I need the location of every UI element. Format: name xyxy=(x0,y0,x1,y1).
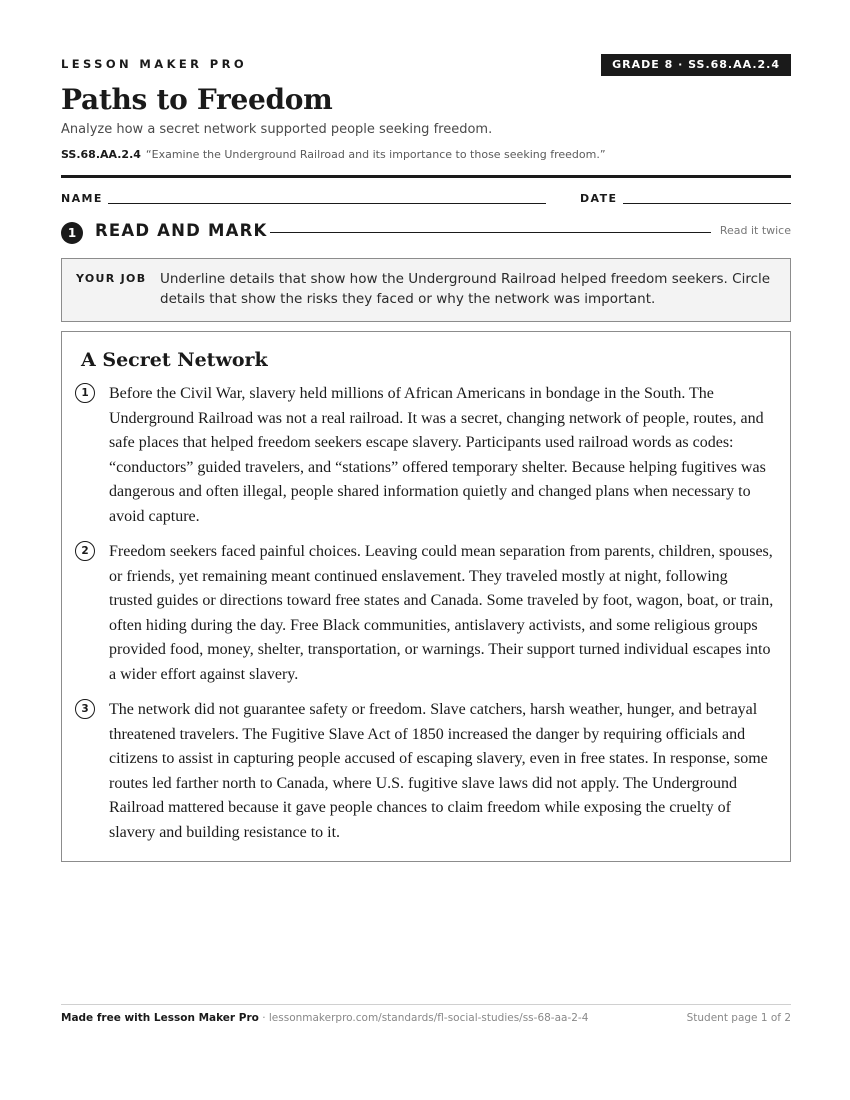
header-divider xyxy=(61,175,791,178)
instructions-box xyxy=(61,258,791,322)
brand-name: LESSON MAKER PRO xyxy=(61,57,248,71)
page-title: Paths to Freedom xyxy=(61,83,333,116)
reading-passage xyxy=(61,331,791,862)
section-divider xyxy=(270,232,711,233)
paragraph-number-badge: 3 xyxy=(75,699,95,719)
grade-standard-badge: GRADE 8 · SS.68.AA.2.4 xyxy=(601,54,791,76)
paragraph-number-badge: 1 xyxy=(75,383,95,403)
standard-description: “Examine the Underground Railroad and its importance to those seeking freedom.” xyxy=(145,148,606,161)
name-label: NAME xyxy=(61,192,103,205)
passage-title: A Secret Network xyxy=(81,349,268,371)
standard-line xyxy=(61,148,606,161)
footer-page-number: Student page 1 of 2 xyxy=(686,1012,791,1024)
name-field[interactable] xyxy=(108,203,546,204)
instructions-label: YOUR JOB xyxy=(76,272,147,285)
worksheet-page xyxy=(61,0,791,1100)
footer-divider xyxy=(61,1004,791,1005)
section-heading: READ AND MARK xyxy=(95,221,268,240)
date-label: DATE xyxy=(580,192,618,205)
paragraph-text: Freedom seekers faced painful choices. Leaving could mean separation from parents, children, spouses, or friends, yet remaining meant continued enslavement. They traveled mostly at night, following trusted guides or directions toward free states and Canada. Some traveled by foot, wagon, boat, or train, often hiding during the day. Free Black communities, antislavery activists, and some religious groups provided food, money, shelter, transportation, or warnings. Their support turned individual escapes into a wider effort against slavery. xyxy=(109,543,774,683)
paragraph-text: Before the Civil War, slavery held millions of African Americans in bondage in the South. The Underground Railroad was not a real railroad. It was a secret, changing network of people, routes, and safe places that helped freedom seekers escape slavery. Participants used railroad words as codes: “conductors” guided travelers, and “stations” offered temporary shelter. Because helping fugitives was dangerous and often illegal, people shared information quietly and changed plans when necessary to avoid capture. xyxy=(109,385,766,525)
paragraph-text: The network did not guarantee safety or freedom. Slave catchers, harsh weather, hunger, and betrayal threatened travelers. The Fugitive Slave Act of 1850 increased the danger by requiring officials and citizens to assist in capturing people accused of escaping slavery, even in free states. In response, some routes led farther north to Canada, where U.S. fugitive slave laws did not apply. The Underground Railroad mattered because it gave people chances to claim freedom while exposing the cruelty of slavery and building resistance to it. xyxy=(109,701,768,841)
footer-separator: · xyxy=(258,1012,269,1024)
paragraph-number-badge: 2 xyxy=(75,541,95,561)
standard-code: SS.68.AA.2.4 xyxy=(61,148,141,161)
page-subtitle: Analyze how a secret network supported people seeking freedom. xyxy=(61,122,493,137)
footer-url-link[interactable]: lessonmakerpro.com/standards/fl-social-studies/ss-68-aa-2-4 xyxy=(268,1012,589,1024)
footer-credit xyxy=(61,1012,588,1024)
date-field[interactable] xyxy=(623,203,791,204)
footer-made-with: Made free with Lesson Maker Pro xyxy=(61,1012,259,1024)
step-number-badge: 1 xyxy=(61,222,83,244)
instructions-text: Underline details that show how the Underground Railroad helped freedom seekers. Circle details that show the risks they faced or why the network was important. xyxy=(160,271,771,307)
section-hint: Read it twice xyxy=(719,224,791,237)
